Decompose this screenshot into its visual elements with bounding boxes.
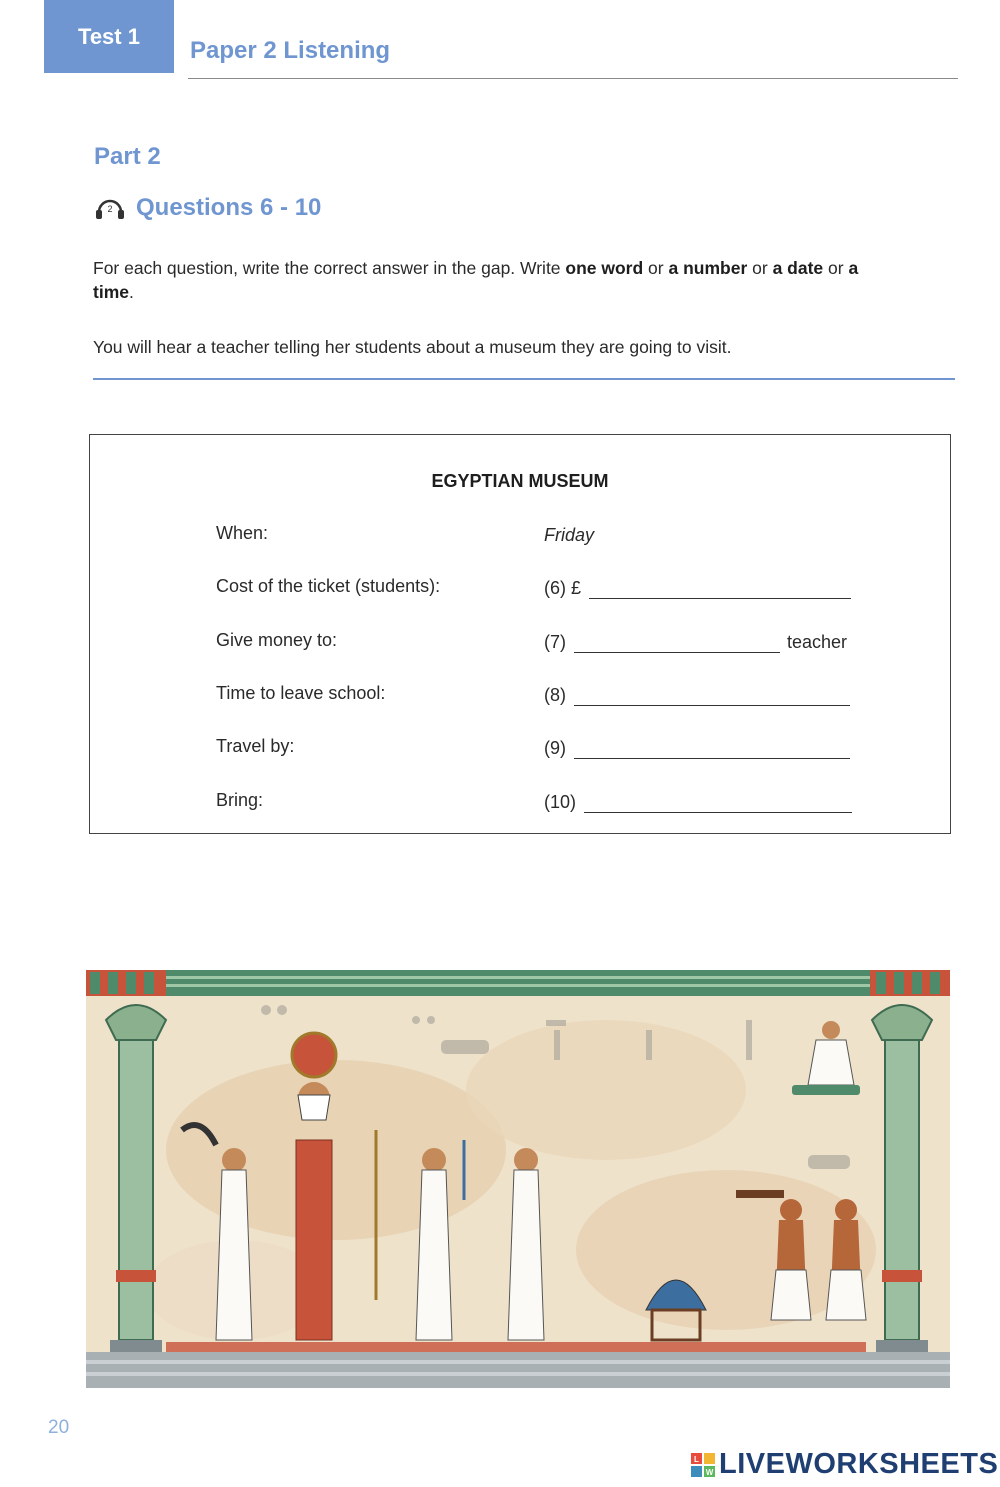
- row-label-give-money: Give money to:: [216, 630, 338, 650]
- answer-7: [544, 632, 847, 653]
- answer-6: [544, 578, 851, 599]
- part-title: Part 2: [94, 143, 161, 170]
- answer-9: [544, 738, 850, 759]
- row-label-when: When:: [216, 523, 269, 543]
- when-value: Friday: [544, 525, 595, 545]
- brand-text: LIVEWORKSHEETS: [719, 1448, 999, 1480]
- page-number: 20: [48, 1417, 70, 1438]
- answer-7-suffix: teacher: [787, 632, 848, 652]
- instructions-text: .: [128, 282, 134, 302]
- questions-title: Questions 6 - 10: [136, 194, 322, 221]
- instructions-bold: a date: [772, 258, 824, 278]
- section-divider: [93, 378, 955, 380]
- row-label-travel: Travel by:: [216, 736, 295, 756]
- answer-10-gap[interactable]: [584, 798, 852, 813]
- question-10-number: (10): [544, 792, 577, 812]
- answer-6-gap[interactable]: [589, 584, 851, 599]
- answer-when: [544, 525, 594, 546]
- form-title: EGYPTIAN MUSEUM: [431, 471, 609, 491]
- answer-8-gap[interactable]: [574, 691, 850, 706]
- instructions-bold: a: [848, 258, 859, 278]
- answer-10: [544, 792, 852, 813]
- instructions-text: or: [823, 258, 849, 278]
- question-9-number: (9): [544, 738, 566, 758]
- question-8-number: (8): [544, 685, 566, 705]
- brand-badge-letter: W: [705, 1467, 714, 1477]
- row-label-bring: Bring:: [216, 790, 264, 810]
- brand-badge-letter: L: [694, 1454, 699, 1464]
- woman-figure-4: [508, 1148, 544, 1340]
- egyptian-mural-illustration: [86, 970, 950, 1388]
- instructions-text: For each question, write the correct answer in the gap. Write: [93, 258, 566, 278]
- audio-track-number: 2: [107, 204, 113, 214]
- headphones-icon[interactable]: [94, 195, 126, 221]
- form-box: [89, 434, 951, 834]
- header-divider: [188, 78, 958, 79]
- brand-logo-icon: [691, 1453, 715, 1477]
- liveworksheets-logo: [691, 1448, 998, 1481]
- test-label: Test 1: [44, 0, 174, 73]
- instructions-text: or: [747, 258, 773, 278]
- question-7-number: (7): [544, 632, 566, 652]
- question-6-number: (6) £: [544, 578, 582, 598]
- answer-9-gap[interactable]: [574, 744, 850, 759]
- instructions-bold: one word: [565, 258, 644, 278]
- instructions-bold: time: [93, 282, 129, 302]
- answer-8: [544, 685, 850, 706]
- paper-title: Paper 2 Listening: [190, 37, 391, 64]
- context-text: You will hear a teacher telling her students about a museum they are going to visit.: [93, 337, 732, 357]
- row-label-leave-time: Time to leave school:: [216, 683, 386, 703]
- answer-7-gap[interactable]: [574, 638, 780, 653]
- questions-heading: [94, 194, 321, 222]
- instructions-bold: a number: [668, 258, 748, 278]
- row-label-cost: Cost of the ticket (students):: [216, 576, 441, 596]
- instructions-text: or: [643, 258, 669, 278]
- instructions: [93, 256, 943, 304]
